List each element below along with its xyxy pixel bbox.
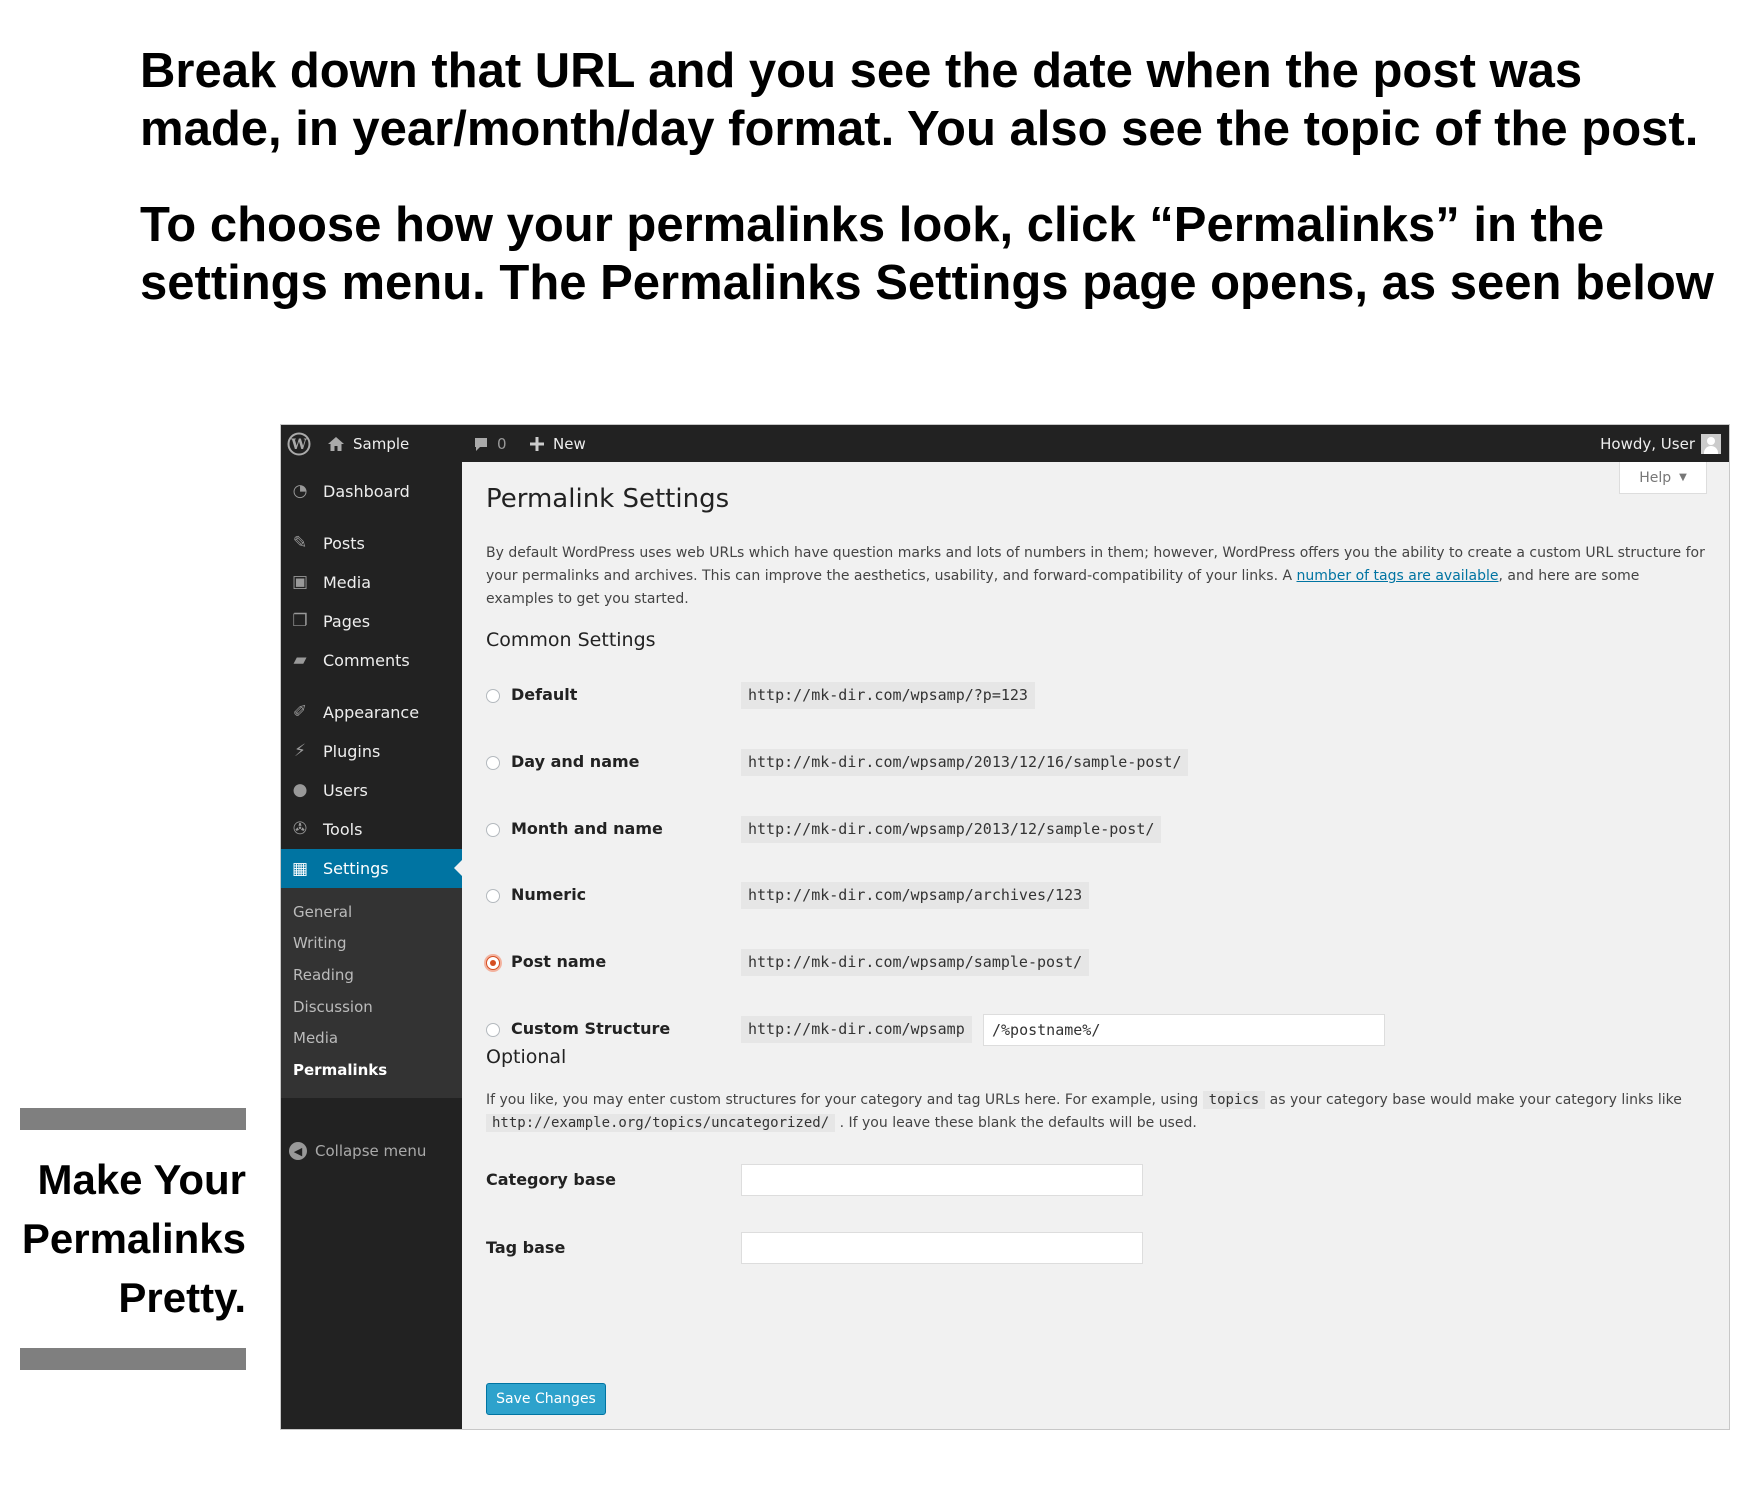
sidebar-item-label: Plugins	[323, 741, 381, 761]
permalink-option-custom-structure[interactable]	[486, 1014, 1711, 1044]
site-name-label: Sample	[353, 434, 410, 453]
intro-text	[486, 542, 1711, 611]
side-caption	[20, 1150, 246, 1327]
admin-sidebar	[281, 462, 462, 1430]
media-icon: ▣	[291, 572, 309, 592]
sidebar-item-comments[interactable]	[281, 641, 462, 679]
pages-icon: ❐	[292, 611, 308, 631]
sidebar-item-label: Comments	[323, 650, 410, 670]
permalink-option-day-and-name[interactable]	[486, 747, 1711, 777]
sidebar-item-media[interactable]	[281, 563, 462, 601]
sidebar-item-label: Appearance	[323, 702, 420, 722]
sidebar-item-label: Settings	[323, 859, 389, 878]
intro-text-part: By default WordPress uses web URLs which have question marks and lots of numbers in them; however, WordPress offers you the ability to create a custom URL structure for your permalinks and archives. This can improve the aesthetics, usability, and forward-compatibility of your links. A	[486, 545, 1705, 584]
comment-bubble-icon	[473, 436, 489, 452]
common-settings-title: Common Settings	[486, 629, 656, 651]
site-name-link[interactable]	[327, 425, 409, 462]
radio-month-and-name[interactable]	[486, 823, 500, 837]
wordpress-logo-icon[interactable]	[287, 425, 315, 462]
howdy-label: Howdy, User	[1600, 434, 1695, 453]
sidebar-item-label: Posts	[323, 533, 365, 553]
collapse-arrow-icon: ◀	[289, 1142, 307, 1160]
option-example: http://mk-dir.com/wpsamp/sample-post/	[741, 949, 1089, 976]
sidebar-item-label: Dashboard	[323, 481, 410, 501]
new-content-link[interactable]	[529, 425, 586, 462]
radio-numeric[interactable]	[486, 889, 500, 903]
sidebar-item-appearance[interactable]	[281, 693, 462, 731]
inline-code: topics	[1203, 1091, 1266, 1109]
radio-custom-structure[interactable]	[486, 1023, 500, 1037]
permalink-option-numeric[interactable]	[486, 880, 1711, 910]
avatar	[1701, 434, 1721, 454]
help-tab[interactable]	[1619, 462, 1707, 494]
permalink-option-post-name[interactable]	[486, 947, 1711, 977]
tag-base-label: Tag base	[486, 1238, 566, 1257]
side-caption-line: Make Your	[37, 1156, 246, 1203]
inline-code: http://example.org/topics/uncategorized/	[486, 1114, 835, 1132]
custom-structure-input[interactable]: /%postname%/	[983, 1014, 1385, 1046]
collapse-menu-button[interactable]	[289, 1142, 426, 1160]
plug-icon: ⚡	[294, 741, 306, 761]
submenu-item-writing[interactable]: Writing	[293, 934, 347, 952]
account-menu[interactable]	[1600, 425, 1721, 462]
optional-text	[486, 1089, 1711, 1135]
sidebar-item-label: Tools	[323, 819, 363, 839]
tags-available-link[interactable]: number of tags are available	[1296, 568, 1499, 584]
submenu-item-reading[interactable]: Reading	[293, 966, 354, 984]
option-label: Default	[511, 685, 578, 704]
optional-title: Optional	[486, 1046, 567, 1068]
submenu-item-media[interactable]: Media	[293, 1029, 339, 1047]
category-base-label: Category base	[486, 1170, 616, 1189]
radio-post-name[interactable]	[486, 956, 500, 970]
submenu-item-general[interactable]: General	[293, 903, 353, 921]
option-example: http://mk-dir.com/wpsamp/?p=123	[741, 682, 1035, 709]
sidebar-item-plugins[interactable]	[281, 732, 462, 770]
caption-divider-top	[20, 1108, 246, 1130]
user-icon: ●	[292, 780, 308, 800]
option-label: Numeric	[511, 885, 587, 904]
new-label: New	[553, 434, 586, 453]
option-example: http://mk-dir.com/wpsamp/archives/123	[741, 882, 1089, 909]
dashboard-icon: ◔	[292, 481, 308, 501]
collapse-menu-label: Collapse menu	[315, 1142, 427, 1160]
sidebar-item-users[interactable]	[281, 771, 462, 809]
sidebar-item-label: Media	[323, 572, 372, 592]
help-label: Help	[1639, 469, 1672, 486]
comment-icon: ▰	[293, 650, 307, 670]
slide-paragraph-2: To choose how your permalinks look, click “Permalinks” in the settings menu. The Permalinks Settings page opens, as seen below	[140, 198, 1714, 310]
slide-paragraph-1: Break down that URL and you see the date when the post was made, in year/month/day format. You also see the topic of the post.	[140, 44, 1699, 156]
page-title: Permalink Settings	[486, 484, 730, 514]
sidebar-item-dashboard[interactable]	[281, 472, 462, 510]
comments-count: 0	[497, 434, 507, 453]
option-label: Post name	[511, 952, 607, 971]
plus-icon	[529, 436, 545, 452]
sidebar-item-posts[interactable]	[281, 524, 462, 562]
option-example: http://mk-dir.com/wpsamp/2013/12/sample-post/	[741, 816, 1161, 843]
radio-default[interactable]	[486, 689, 500, 703]
chevron-down-icon: ▼	[1679, 472, 1687, 483]
intro-text-part: , and here are some examples to get you started.	[486, 568, 1640, 607]
permalink-option-default[interactable]	[486, 680, 1711, 710]
tag-base-input[interactable]	[741, 1232, 1143, 1264]
radio-day-and-name[interactable]	[486, 756, 500, 770]
submenu-item-permalinks[interactable]: Permalinks	[293, 1061, 388, 1079]
optional-text-part: . If you leave these blank the defaults will be used.	[835, 1115, 1197, 1131]
submenu-item-discussion[interactable]: Discussion	[293, 998, 373, 1016]
side-caption-line: Pretty.	[118, 1274, 246, 1321]
home-icon	[327, 435, 345, 453]
sidebar-item-label: Users	[323, 780, 368, 800]
option-label: Month and name	[511, 819, 663, 838]
category-base-input[interactable]	[741, 1164, 1143, 1196]
custom-structure-prefix: http://mk-dir.com/wpsamp	[741, 1016, 972, 1043]
permalink-option-month-and-name[interactable]	[486, 814, 1711, 844]
wrench-icon: ✇	[292, 819, 308, 839]
option-label: Day and name	[511, 752, 640, 771]
option-example: http://mk-dir.com/wpsamp/2013/12/16/sample-post/	[741, 749, 1188, 776]
caption-divider-bottom	[20, 1348, 246, 1370]
wordpress-screenshot	[280, 424, 1730, 1430]
settings-submenu	[281, 888, 462, 1098]
side-caption-line: Permalinks	[21, 1215, 246, 1262]
optional-text-part: If you like, you may enter custom structures for your category and tag URLs here. For example, using	[486, 1092, 1203, 1108]
sidebar-item-settings[interactable]	[281, 849, 462, 888]
comments-link[interactable]	[473, 425, 507, 462]
pin-icon: ✎	[292, 533, 308, 553]
sidebar-item-pages[interactable]	[281, 602, 462, 640]
save-changes-button[interactable]: Save Changes	[486, 1383, 606, 1415]
settings-icon: ▦	[291, 858, 309, 879]
sidebar-item-label: Pages	[323, 611, 371, 631]
option-label: Custom Structure	[511, 1019, 671, 1038]
sidebar-item-tools[interactable]	[281, 810, 462, 848]
admin-bar	[281, 425, 1729, 462]
svg-text:W: W	[291, 436, 307, 453]
brush-icon: ✐	[292, 702, 308, 722]
optional-text-part: as your category base would make your category links like	[1265, 1092, 1682, 1108]
